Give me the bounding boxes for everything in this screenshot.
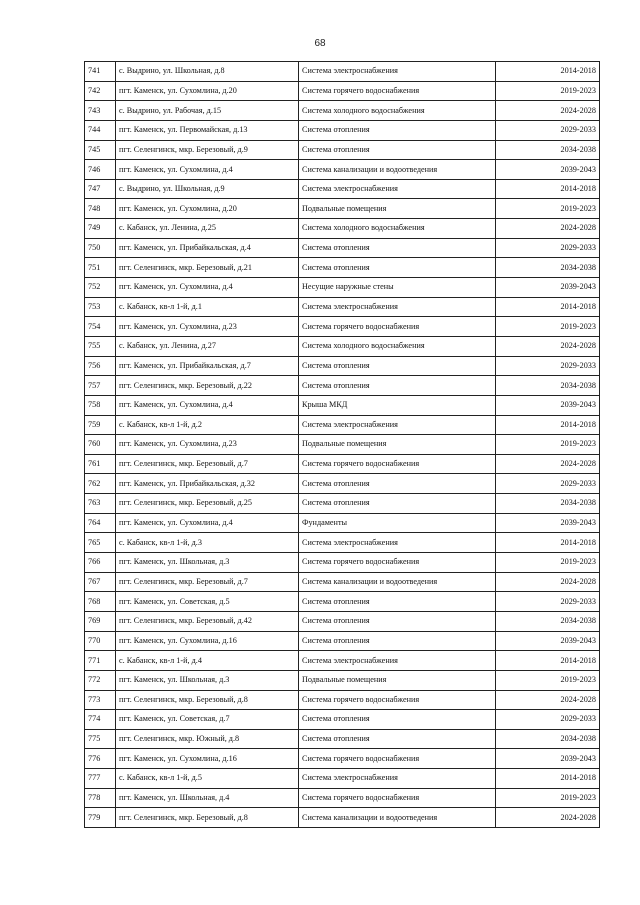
- system-cell: Система канализации и водоотведения: [299, 160, 496, 180]
- address-cell: пгт. Селенгинск, мкр. Березовый, д.21: [116, 258, 299, 278]
- system-cell: Система холодного водоснабжения: [299, 336, 496, 356]
- system-cell: Система отопления: [299, 120, 496, 140]
- address-cell: пгт. Селенгинск, мкр. Березовый, д.7: [116, 572, 299, 592]
- system-cell: Система канализации и водоотведения: [299, 808, 496, 828]
- system-cell: Система электроснабжения: [299, 62, 496, 82]
- table-row: [85, 278, 600, 298]
- address-cell: пгт. Селенгинск, мкр. Березовый, д.8: [116, 690, 299, 710]
- address-cell: пгт. Каменск, ул. Прибайкальская, д.7: [116, 356, 299, 376]
- system-cell: Система электроснабжения: [299, 297, 496, 317]
- registry-table: [84, 61, 600, 828]
- address-cell: с. Кабанск, ул. Ленина, д.25: [116, 219, 299, 239]
- address-cell: с. Выдрино, ул. Рабочая, д.15: [116, 101, 299, 121]
- system-cell: Система отопления: [299, 631, 496, 651]
- address-cell: пгт. Каменск, ул. Школьная, д.4: [116, 788, 299, 808]
- table-row: [85, 160, 600, 180]
- table-row: [85, 769, 600, 789]
- period-cell: 2029-2033: [496, 710, 600, 730]
- row-number-cell: 754: [85, 317, 116, 337]
- row-number-cell: 768: [85, 592, 116, 612]
- row-number-cell: 743: [85, 101, 116, 121]
- period-cell: 2034-2038: [496, 729, 600, 749]
- table-row: [85, 140, 600, 160]
- row-number-cell: 748: [85, 199, 116, 219]
- address-cell: с. Кабанск, кв-л 1-й, д.5: [116, 769, 299, 789]
- system-cell: Система отопления: [299, 710, 496, 730]
- system-cell: Система отопления: [299, 356, 496, 376]
- period-cell: 2034-2038: [496, 611, 600, 631]
- address-cell: пгт. Каменск, ул. Школьная, д.3: [116, 553, 299, 573]
- row-number-cell: 766: [85, 553, 116, 573]
- address-cell: пгт. Селенгинск, мкр. Березовый, д.42: [116, 611, 299, 631]
- period-cell: 2014-2018: [496, 769, 600, 789]
- row-number-cell: 750: [85, 238, 116, 258]
- row-number-cell: 762: [85, 474, 116, 494]
- period-cell: 2019-2023: [496, 199, 600, 219]
- row-number-cell: 745: [85, 140, 116, 160]
- table-row: [85, 101, 600, 121]
- system-cell: Система горячего водоснабжения: [299, 454, 496, 474]
- table-row: [85, 474, 600, 494]
- address-cell: с. Кабанск, кв-л 1-й, д.3: [116, 533, 299, 553]
- system-cell: Система отопления: [299, 376, 496, 396]
- row-number-cell: 763: [85, 494, 116, 514]
- address-cell: пгт. Каменск, ул. Сухомлина, д.4: [116, 278, 299, 298]
- page-number: 68: [314, 38, 326, 49]
- address-cell: пгт. Каменск, ул. Сухомлина, д.16: [116, 631, 299, 651]
- row-number-cell: 779: [85, 808, 116, 828]
- table-row: [85, 729, 600, 749]
- row-number-cell: 752: [85, 278, 116, 298]
- table-row: [85, 435, 600, 455]
- address-cell: с. Кабанск, кв-л 1-й, д.1: [116, 297, 299, 317]
- system-cell: Фундаменты: [299, 513, 496, 533]
- row-number-cell: 751: [85, 258, 116, 278]
- table-row: [85, 376, 600, 396]
- address-cell: с. Кабанск, кв-л 1-й, д.4: [116, 651, 299, 671]
- table-row: [85, 611, 600, 631]
- address-cell: пгт. Каменск, ул. Прибайкальская, д.4: [116, 238, 299, 258]
- system-cell: Система отопления: [299, 611, 496, 631]
- system-cell: Система отопления: [299, 729, 496, 749]
- address-cell: пгт. Каменск, ул. Сухомлина, д.4: [116, 160, 299, 180]
- system-cell: Система электроснабжения: [299, 651, 496, 671]
- system-cell: Система горячего водоснабжения: [299, 317, 496, 337]
- row-number-cell: 757: [85, 376, 116, 396]
- system-cell: Система отопления: [299, 258, 496, 278]
- period-cell: 2034-2038: [496, 258, 600, 278]
- row-number-cell: 761: [85, 454, 116, 474]
- period-cell: 2039-2043: [496, 513, 600, 533]
- table-row: [85, 258, 600, 278]
- address-cell: с. Выдрино, ул. Школьная, д.8: [116, 62, 299, 82]
- row-number-cell: 767: [85, 572, 116, 592]
- table-row: [85, 356, 600, 376]
- address-cell: с. Кабанск, ул. Ленина, д.27: [116, 336, 299, 356]
- address-cell: пгт. Каменск, ул. Советская, д.5: [116, 592, 299, 612]
- period-cell: 2024-2028: [496, 690, 600, 710]
- period-cell: 2014-2018: [496, 651, 600, 671]
- table-row: [85, 179, 600, 199]
- system-cell: Система холодного водоснабжения: [299, 219, 496, 239]
- address-cell: пгт. Каменск, ул. Сухомлина, д.16: [116, 749, 299, 769]
- period-cell: 2024-2028: [496, 454, 600, 474]
- row-number-cell: 770: [85, 631, 116, 651]
- row-number-cell: 742: [85, 81, 116, 101]
- table-row: [85, 788, 600, 808]
- period-cell: 2024-2028: [496, 336, 600, 356]
- table-row: [85, 336, 600, 356]
- period-cell: 2039-2043: [496, 278, 600, 298]
- table-row: [85, 572, 600, 592]
- period-cell: 2039-2043: [496, 395, 600, 415]
- period-cell: 2019-2023: [496, 317, 600, 337]
- table-row: [85, 317, 600, 337]
- row-number-cell: 758: [85, 395, 116, 415]
- address-cell: пгт. Селенгинск, мкр. Березовый, д.25: [116, 494, 299, 514]
- period-cell: 2019-2023: [496, 435, 600, 455]
- address-cell: пгт. Каменск, ул. Сухомлина, д.4: [116, 395, 299, 415]
- system-cell: Подвальные помещения: [299, 199, 496, 219]
- system-cell: Система электроснабжения: [299, 769, 496, 789]
- system-cell: Система горячего водоснабжения: [299, 749, 496, 769]
- row-number-cell: 759: [85, 415, 116, 435]
- system-cell: Система горячего водоснабжения: [299, 690, 496, 710]
- period-cell: 2034-2038: [496, 494, 600, 514]
- row-number-cell: 744: [85, 120, 116, 140]
- period-cell: 2019-2023: [496, 788, 600, 808]
- row-number-cell: 771: [85, 651, 116, 671]
- address-cell: пгт. Каменск, ул. Школьная, д.3: [116, 670, 299, 690]
- row-number-cell: 741: [85, 62, 116, 82]
- period-cell: 2014-2018: [496, 62, 600, 82]
- row-number-cell: 765: [85, 533, 116, 553]
- row-number-cell: 749: [85, 219, 116, 239]
- address-cell: пгт. Каменск, ул. Сухомлина, д.23: [116, 435, 299, 455]
- period-cell: 2019-2023: [496, 81, 600, 101]
- system-cell: Система отопления: [299, 140, 496, 160]
- row-number-cell: 769: [85, 611, 116, 631]
- row-number-cell: 756: [85, 356, 116, 376]
- period-cell: 2039-2043: [496, 160, 600, 180]
- row-number-cell: 776: [85, 749, 116, 769]
- period-cell: 2029-2033: [496, 356, 600, 376]
- address-cell: пгт. Селенгинск, мкр. Березовый, д.8: [116, 808, 299, 828]
- table-row: [85, 62, 600, 82]
- row-number-cell: 760: [85, 435, 116, 455]
- table-row: [85, 415, 600, 435]
- table-row: [85, 513, 600, 533]
- row-number-cell: 764: [85, 513, 116, 533]
- period-cell: 2034-2038: [496, 140, 600, 160]
- system-cell: Система горячего водоснабжения: [299, 81, 496, 101]
- address-cell: с. Выдрино, ул. Школьная, д.9: [116, 179, 299, 199]
- table-row: [85, 651, 600, 671]
- period-cell: 2014-2018: [496, 533, 600, 553]
- system-cell: Система отопления: [299, 494, 496, 514]
- address-cell: пгт. Каменск, ул. Сухомлина, д.20: [116, 199, 299, 219]
- row-number-cell: 747: [85, 179, 116, 199]
- table-row: [85, 120, 600, 140]
- system-cell: Система отопления: [299, 592, 496, 612]
- period-cell: 2029-2033: [496, 474, 600, 494]
- table-row: [85, 199, 600, 219]
- address-cell: пгт. Каменск, ул. Сухомлина, д.20: [116, 81, 299, 101]
- system-cell: Система электроснабжения: [299, 415, 496, 435]
- system-cell: Крыша МКД: [299, 395, 496, 415]
- period-cell: 2014-2018: [496, 415, 600, 435]
- address-cell: пгт. Каменск, ул. Сухомлина, д.23: [116, 317, 299, 337]
- row-number-cell: 773: [85, 690, 116, 710]
- system-cell: Система холодного водоснабжения: [299, 101, 496, 121]
- table-row: [85, 297, 600, 317]
- system-cell: Система электроснабжения: [299, 533, 496, 553]
- period-cell: 2024-2028: [496, 808, 600, 828]
- table-row: [85, 631, 600, 651]
- period-cell: 2029-2033: [496, 120, 600, 140]
- row-number-cell: 777: [85, 769, 116, 789]
- period-cell: 2019-2023: [496, 553, 600, 573]
- table-row: [85, 710, 600, 730]
- table-row: [85, 395, 600, 415]
- table-row: [85, 690, 600, 710]
- row-number-cell: 755: [85, 336, 116, 356]
- period-cell: 2014-2018: [496, 179, 600, 199]
- table-row: [85, 553, 600, 573]
- system-cell: Подвальные помещения: [299, 435, 496, 455]
- period-cell: 2039-2043: [496, 749, 600, 769]
- address-cell: пгт. Каменск, ул. Сухомлина, д.4: [116, 513, 299, 533]
- system-cell: Система отопления: [299, 474, 496, 494]
- table-row: [85, 808, 600, 828]
- row-number-cell: 775: [85, 729, 116, 749]
- period-cell: 2024-2028: [496, 572, 600, 592]
- period-cell: 2024-2028: [496, 219, 600, 239]
- row-number-cell: 753: [85, 297, 116, 317]
- address-cell: пгт. Селенгинск, мкр. Южный, д.8: [116, 729, 299, 749]
- table-row: [85, 670, 600, 690]
- table-row: [85, 219, 600, 239]
- address-cell: пгт. Каменск, ул. Прибайкальская, д.32: [116, 474, 299, 494]
- system-cell: Система канализации и водоотведения: [299, 572, 496, 592]
- table-row: [85, 533, 600, 553]
- row-number-cell: 778: [85, 788, 116, 808]
- system-cell: Подвальные помещения: [299, 670, 496, 690]
- table-row: [85, 238, 600, 258]
- system-cell: Система отопления: [299, 238, 496, 258]
- row-number-cell: 772: [85, 670, 116, 690]
- period-cell: 2039-2043: [496, 631, 600, 651]
- table-row: [85, 592, 600, 612]
- period-cell: 2024-2028: [496, 101, 600, 121]
- table-row: [85, 749, 600, 769]
- table-row: [85, 494, 600, 514]
- address-cell: с. Кабанск, кв-л 1-й, д.2: [116, 415, 299, 435]
- registry-table-body: [85, 62, 600, 828]
- table-row: [85, 81, 600, 101]
- period-cell: 2019-2023: [496, 670, 600, 690]
- period-cell: 2034-2038: [496, 376, 600, 396]
- system-cell: Система электроснабжения: [299, 179, 496, 199]
- address-cell: пгт. Селенгинск, мкр. Березовый, д.22: [116, 376, 299, 396]
- period-cell: 2014-2018: [496, 297, 600, 317]
- period-cell: 2029-2033: [496, 238, 600, 258]
- system-cell: Система горячего водоснабжения: [299, 788, 496, 808]
- system-cell: Несущие наружные стены: [299, 278, 496, 298]
- table-row: [85, 454, 600, 474]
- row-number-cell: 746: [85, 160, 116, 180]
- address-cell: пгт. Селенгинск, мкр. Березовый, д.9: [116, 140, 299, 160]
- system-cell: Система горячего водоснабжения: [299, 553, 496, 573]
- address-cell: пгт. Каменск, ул. Советская, д.7: [116, 710, 299, 730]
- address-cell: пгт. Каменск, ул. Первомайская, д.13: [116, 120, 299, 140]
- period-cell: 2029-2033: [496, 592, 600, 612]
- address-cell: пгт. Селенгинск, мкр. Березовый, д.7: [116, 454, 299, 474]
- row-number-cell: 774: [85, 710, 116, 730]
